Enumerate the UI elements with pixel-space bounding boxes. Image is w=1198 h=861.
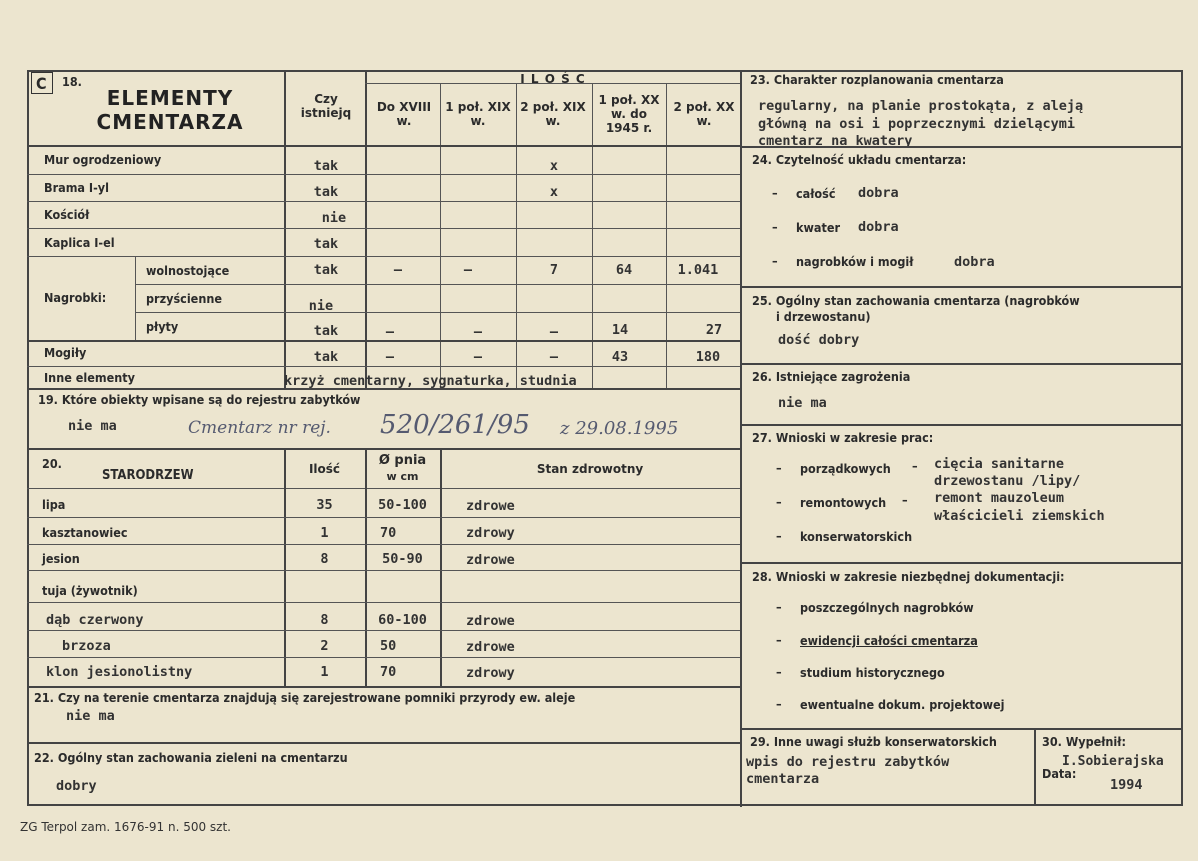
tree-name: dąb czerwony [46,612,144,628]
s19-handwritten-3: z 29.08.1995 [560,418,679,439]
ilosc-header: I L O Ś C [520,72,586,86]
section-number: 18. [62,74,82,89]
s26-value: nie ma [778,395,827,411]
tree-name: brzoza [62,638,111,654]
czy-value: tak [313,236,339,252]
s28-item: ewidencji całości cmentarza [800,633,978,648]
cell-value: 180 [695,349,721,365]
s23-line: regularny, na planie prostokąta, z aleją [758,98,1084,114]
s20-col-pnia: Ø pnia [378,453,427,468]
s27-dash: – [776,494,782,509]
row-label-kaplica: Kaplica I-el [44,235,115,250]
col-2pol-xx: 2 poł. XX w. [673,100,735,128]
s27-dash: – [912,458,918,473]
row-label-mogily: Mogiły [44,345,87,360]
tree-pien: 70 [380,525,397,541]
s27-rem-value: remont mauzoleum [934,490,1065,506]
s24-dash: – [772,185,778,200]
s24-dash: – [772,253,778,268]
s27-porz-value: cięcia sanitarne [934,456,1065,472]
tree-stan: zdrowe [466,498,515,514]
s24-item-value: dobra [858,185,899,201]
row-label-plyty: płyty [146,319,179,334]
s30-name: I.Sobierajska [1062,754,1164,769]
elements-title-2: CMENTARZA [96,110,244,134]
col-do-xviii: Do XVIII w. [376,100,432,128]
tree-ilosc: 8 [320,612,329,628]
s28-label: 28. Wnioski w zakresie niezbędnej dokumentacji: [752,569,1065,584]
s22-label: 22. Ogólny stan zachowania zieleni na cmentarzu [34,750,348,765]
czy-value: tak [313,323,339,339]
s28-dash: – [776,696,782,711]
cell-value: 14 [611,322,629,338]
cell-value: – [463,262,473,278]
tree-pien: 50-90 [382,551,423,567]
s23-label: 23. Charakter rozplanowania cmentarza [750,72,1004,87]
tree-name: kasztanowiec [42,525,128,540]
cell-value: 43 [611,349,629,365]
tree-pien: 50 [380,638,397,654]
s24-dash: – [772,219,778,234]
nagrobki-label: Nagrobki: [44,290,107,305]
tree-ilosc: 35 [316,497,333,513]
s27-label: 27. Wnioski w zakresie prac: [752,430,934,445]
s28-item: studium historycznego [800,665,945,680]
s30-date: 1994 [1110,777,1143,793]
tree-name: lipa [42,497,66,512]
cell-value: – [473,349,483,365]
row-label-wolnostojace: wolnostojące [146,263,230,278]
s24-item-label: nagrobków i mogił [796,254,914,269]
czy-value: tak [313,158,339,174]
s29-value: cmentarza [746,771,820,787]
cell-value: – [549,324,559,340]
czy-value: tak [313,184,339,200]
tree-stan: zdrowy [466,665,515,681]
s27-dash: – [776,528,782,543]
tree-pien: 70 [380,664,397,680]
s24-item-value: dobra [954,254,995,270]
s19-value: nie ma [68,418,117,434]
row-label-brama: Brama I-yl [44,180,109,195]
s27-kons-label: konserwatorskich [800,529,913,544]
row-label-inne: Inne elementy [44,370,135,385]
col-czy-istnieje: Czy istniejq [300,92,352,120]
s21-value: nie ma [66,708,115,724]
tree-ilosc: 1 [320,525,329,541]
col-2pol-xix: 2 poł. XIX w. [520,100,586,128]
s27-porz-label: porządkowych [800,461,891,476]
czy-value: tak [313,349,339,365]
s25-label-2: i drzewostanu) [776,309,871,324]
tree-ilosc: 8 [320,551,329,567]
row-label-mur: Mur ogrodzeniowy [44,152,162,167]
s26-label: 26. Istniejące zagrożenia [752,369,911,384]
cell-value: – [385,349,395,365]
elements-title-1: ELEMENTY [106,86,234,110]
tree-name: jesion [42,551,80,566]
s20-col-pnia-unit: w cm [386,470,419,483]
s30-date-label: Data: [1042,766,1077,781]
tree-stan: zdrowe [466,639,515,655]
tree-stan: zdrowe [466,552,515,568]
cell-value: – [385,324,395,340]
code-letter: C [36,74,47,93]
s28-dash: – [776,599,782,614]
tree-pien: 50-100 [378,497,427,513]
cell-value: – [473,324,483,340]
s28-item: ewentualne dokum. projektowej [800,697,1005,712]
cell-value: x [549,158,559,174]
s28-dash: – [776,664,782,679]
s20-title: STARODRZEW [102,468,194,483]
s24-item-value: dobra [858,219,899,235]
tree-stan: zdrowe [466,613,515,629]
s20-col-stan: Stan zdrowotny [536,462,644,476]
czy-value: nie [321,210,347,226]
tree-pien: 60-100 [378,612,427,628]
s24-item-label: całość [796,186,836,201]
row-label-przyscienne: przyścienne [146,291,222,306]
cell-value: 27 [705,322,723,338]
cell-value: 64 [615,262,633,278]
tree-stan: zdrowy [466,525,515,541]
s19-label: 19. Które obiekty wpisane są do rejestru zabytków [38,392,361,407]
cell-value: – [393,262,403,278]
col-1pol-xix: 1 poł. XIX w. [445,100,511,128]
cell-value: x [549,184,559,200]
czy-value: nie [308,298,334,314]
s24-item-label: kwater [796,220,841,235]
row-label-kosciol: Kościół [44,207,90,222]
printer-footer: ZG Terpol zam. 1676-91 n. 500 szt. [20,820,231,834]
s28-dash: – [776,632,782,647]
s20-col-ilosc: Ilość [308,462,341,476]
s24-label: 24. Czytelność układu cmentarza: [752,152,967,167]
s27-porz-value: drzewostanu /lipy/ [934,473,1081,489]
s25-value: dość dobry [778,332,860,348]
tree-name: klon jesionolistny [46,664,193,680]
czy-value: tak [313,262,339,278]
s29-value: wpis do rejestru zabytków [746,754,950,770]
s23-line: cmentarz na kwatery [758,133,913,149]
s27-dash: – [902,492,908,507]
s29-label: 29. Inne uwagi służb konserwatorskich [750,734,997,749]
tree-ilosc: 1 [320,664,329,680]
s23-line: główną na osi i poprzecznymi dzielącymi [758,116,1075,132]
s30-label: 30. Wypełnił: [1042,734,1126,749]
s27-rem-label: remontowych [800,495,887,510]
s25-label: 25. Ogólny stan zachowania cmentarza (nagrobków [752,293,1080,308]
s19-handwritten-1: Cmentarz nr rej. [188,418,331,438]
cell-value: 7 [549,262,559,278]
s22-value: dobry [56,778,97,794]
s27-dash: – [776,460,782,475]
col-1pol-xx: 1 poł. XX w. do 1945 r. [598,93,660,135]
tree-name: tuja (żywotnik) [42,583,138,598]
s20-number: 20. [42,456,62,471]
s28-item: poszczególnych nagrobków [800,600,974,615]
cell-value: – [549,349,559,365]
s27-rem-value: właścicieli ziemskich [934,508,1105,524]
tree-ilosc: 2 [320,638,329,654]
cell-value: 1.041 [677,262,719,278]
s19-handwritten-2: 520/261/95 [380,410,530,440]
s21-label: 21. Czy na terenie cmentarza znajdują się zarejestrowane pomniki przyrody ew. aleje [34,690,576,705]
inne-value: krzyż cmentarny, sygnaturka, studnia [284,373,577,389]
